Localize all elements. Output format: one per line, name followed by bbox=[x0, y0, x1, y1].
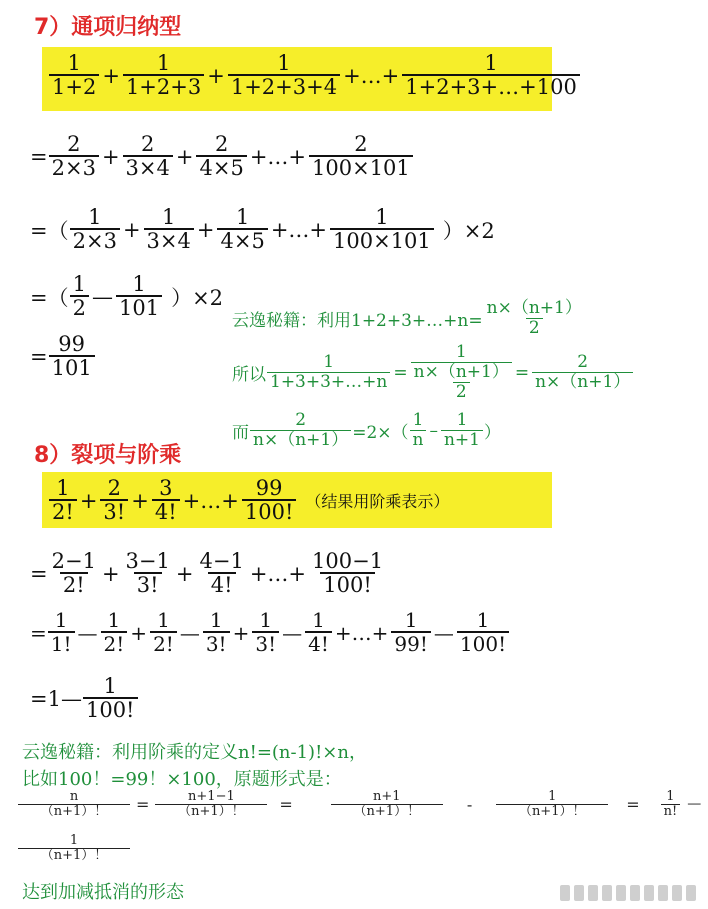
step-8-2: = $\frac{1}{1!}$ — $\frac{1}{2!}$ + $\frac{1}{2!}$ — $\frac{1}{3!}$ + $\frac{1}{3!}$ — $\frac{1}{4!}$ +…+ $\frac{1}{99!}$ — $\frac{1}{100!}$ bbox=[30, 610, 510, 655]
tip-8-line-1: 云逸秘籍：利用阶乘的定义n!=(n-1)!×n， bbox=[22, 742, 367, 763]
result-7: = $\frac{99}{101}$ bbox=[30, 333, 96, 380]
tip-7-line-2: 所以 $\frac{1}{1+3+3+\dots+n}$ = 1 n×（n+1） 2 = $\frac{2}{n\times(n+1)}$ bbox=[232, 344, 634, 401]
fraction: $\frac{1}{1+2+3}$ bbox=[123, 52, 204, 99]
step-7-2: =（ $\frac{1}{2\times 3}$ + $\frac{1}{3\times 4}$ + $\frac{1}{4\times 5}$ +…+ $\frac{1}{100\times 101}$ ）×2 bbox=[30, 205, 495, 254]
step-7-1: = $\frac{2}{2\times 3}$ + $\frac{2}{3\times 4}$ + $\frac{2}{4\times 5}$ +…+ $\frac{2}{100\times 101}$ bbox=[30, 133, 414, 180]
section-8-title: 8）裂项与阶乘 bbox=[34, 443, 182, 468]
step-7-3: =（ $\frac{1}{2}$ — $\frac{1}{101}$ ）×2 bbox=[30, 272, 224, 321]
step-8-1: = $\frac{2-1}{2!}$ + $\frac{3-1}{3!}$ + $\frac{4-1}{4!}$ +…+ $\frac{100-1}{100!}$ bbox=[30, 549, 384, 598]
problem-7-expression: $\frac{1}{1+2}$ + $\frac{1}{1+2+3}$ + $\frac{1}{1+2+3+4}$ +…+ $\frac{1}{1+2+3+\dots+100}$ bbox=[48, 52, 581, 99]
tip-7-line-3: 而 $\frac{2}{n\times(n+1)}$ =2×（ $\frac{1}{n}$ – $\frac{1}{n+1}$ ） bbox=[232, 410, 501, 450]
tip-8-line-2: 比如100！=99！×100，原题形式是： bbox=[22, 769, 342, 790]
watermark-icons bbox=[560, 885, 696, 901]
fraction: $\frac{1}{1+2+3+4}$ bbox=[228, 52, 340, 99]
fraction: $\frac{1}{1+2+3+\dots+100}$ bbox=[402, 52, 580, 99]
result-8: =1— $\frac{1}{100!}$ bbox=[30, 675, 139, 722]
tip-8-formula-cont: $\frac{1}{(n+1)!}$ bbox=[20, 834, 128, 863]
tip-7-line-1: 云逸秘籍：利用1+2+3+…+n= $\frac{n\times(n+1)}{2}$ bbox=[232, 298, 582, 338]
problem-8-expression: $\frac{1}{2!}$ + $\frac{2}{3!}$ + $\frac{3}{4!}$ +…+ $\frac{99}{100!}$ （结果用阶乘表示） bbox=[48, 477, 449, 524]
tip-8-formula: $\frac{n}{(n+1)!}$ = $\frac{n+1-1}{(n+1)!}$ = $\frac{n+1}{(n+1)!}$ - $\frac{1}{(n+1)!}$ = $\frac{1}{n!}$ — bbox=[20, 790, 703, 819]
section-7-title: 7）通项归纳型 bbox=[34, 15, 182, 40]
tip-8-line-last: 达到加减抵消的形态 bbox=[22, 882, 184, 903]
fraction: $\frac{1}{1+2}$ bbox=[49, 52, 99, 99]
